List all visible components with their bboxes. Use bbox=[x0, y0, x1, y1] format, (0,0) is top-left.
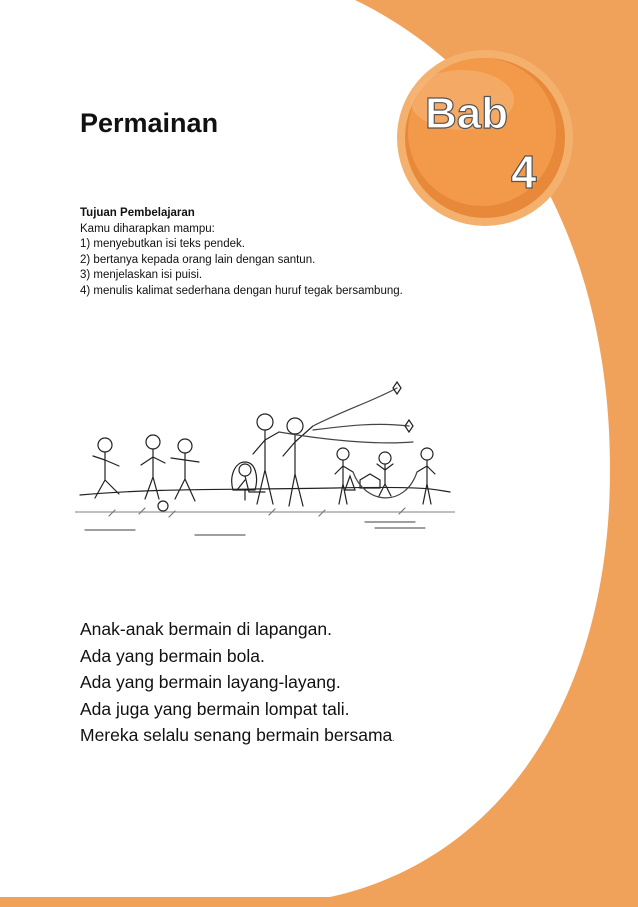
chapter-badge bbox=[397, 50, 573, 226]
child-figure-icon bbox=[93, 438, 119, 498]
objectives-heading: Tujuan Pembelajaran bbox=[80, 207, 195, 219]
story-line: Mereka selalu senang bermain bersama bbox=[80, 725, 393, 745]
children-playing-illustration bbox=[75, 330, 455, 560]
story-line: Anak-anak bermain di lapangan. bbox=[80, 619, 332, 639]
story-line: Ada yang bermain layang-layang. bbox=[80, 672, 341, 692]
objective-item: 2) bertanya kepada orang lain dengan santun. bbox=[80, 253, 316, 266]
objective-item: 4) menulis kalimat sederhana dengan huruf tegak bersambung. bbox=[80, 284, 403, 297]
child-figure-icon bbox=[171, 439, 199, 501]
learning-objectives bbox=[80, 206, 403, 300]
objective-item: 1) menyebutkan isi teks pendek. bbox=[80, 238, 245, 251]
final-period: . bbox=[392, 734, 395, 743]
badge-word: Bab bbox=[425, 89, 509, 138]
child-figure-icon bbox=[141, 435, 165, 499]
badge-number: 4 bbox=[511, 146, 537, 198]
story-line-last bbox=[80, 722, 394, 753]
story-line: Ada juga yang bermain lompat tali. bbox=[80, 698, 350, 719]
page-title: Permainan bbox=[80, 108, 219, 138]
house-icon bbox=[360, 474, 380, 488]
child-figure-icon bbox=[417, 448, 435, 504]
child-figure-icon bbox=[283, 418, 313, 506]
ball-icon bbox=[158, 501, 168, 511]
story-line: Ada yang bermain bola. bbox=[80, 645, 265, 666]
child-figure-icon bbox=[253, 414, 279, 504]
objective-item: 3) menjelaskan isi puisi. bbox=[80, 269, 203, 282]
story-text bbox=[80, 616, 394, 753]
child-figure-icon bbox=[377, 452, 393, 496]
objectives-intro: Kamu diharapkan mampu: bbox=[80, 222, 215, 235]
